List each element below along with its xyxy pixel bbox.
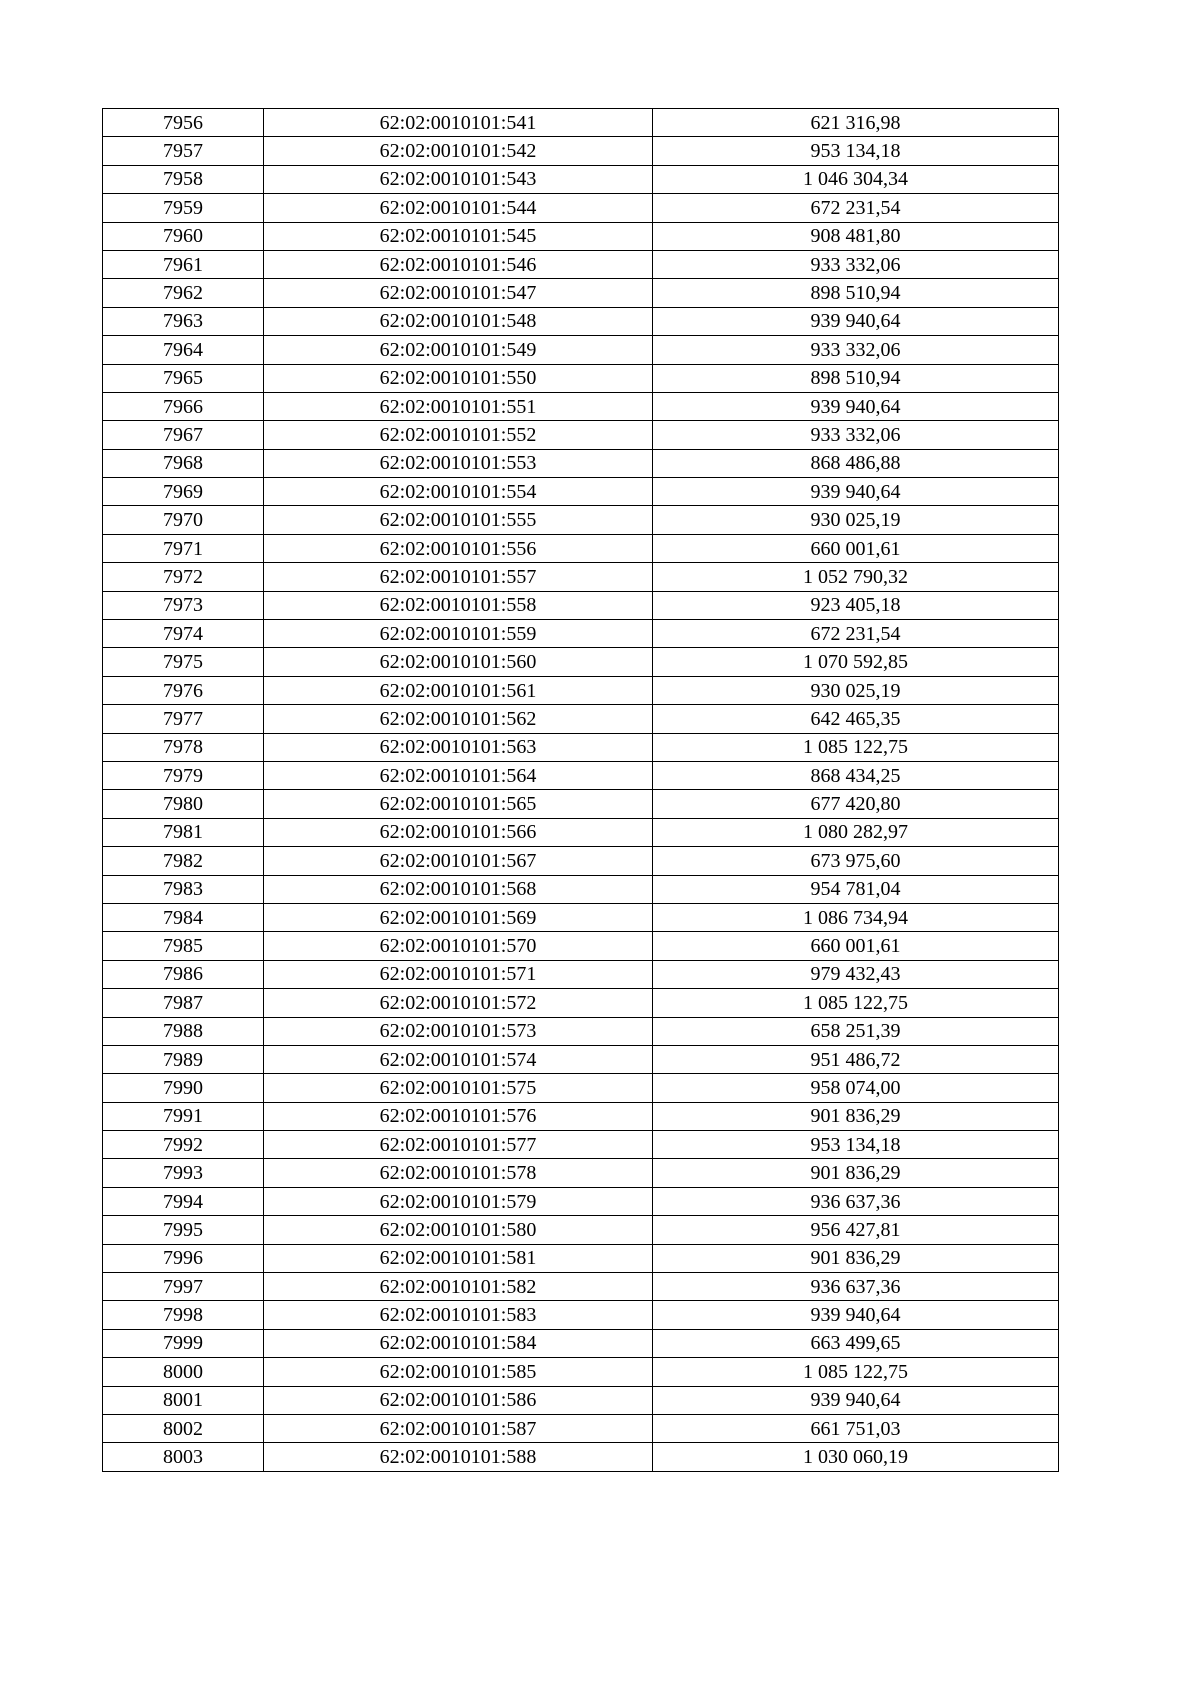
table-row xyxy=(103,960,1059,988)
row-number-cell: 8002 xyxy=(103,1414,264,1442)
row-number-cell: 7980 xyxy=(103,790,264,818)
cadastral-value-cell: 898 510,94 xyxy=(653,279,1059,307)
cadastral-value-cell: 660 001,61 xyxy=(653,534,1059,562)
table-row xyxy=(103,790,1059,818)
table-row xyxy=(103,222,1059,250)
cadastral-value-cell: 677 420,80 xyxy=(653,790,1059,818)
cadastral-number-cell: 62:02:0010101:567 xyxy=(264,847,653,875)
row-number-cell: 7968 xyxy=(103,449,264,477)
cadastral-value-cell: 1 030 060,19 xyxy=(653,1443,1059,1471)
row-number-cell: 7970 xyxy=(103,506,264,534)
cadastral-number-cell: 62:02:0010101:550 xyxy=(264,364,653,392)
table-row xyxy=(103,392,1059,420)
cadastral-value-cell: 923 405,18 xyxy=(653,591,1059,619)
table-row xyxy=(103,818,1059,846)
table-row xyxy=(103,1273,1059,1301)
cadastral-value-cell: 868 434,25 xyxy=(653,761,1059,789)
table-row xyxy=(103,137,1059,165)
cadastral-value-cell: 901 836,29 xyxy=(653,1159,1059,1187)
row-number-cell: 7986 xyxy=(103,960,264,988)
cadastral-value-cell: 930 025,19 xyxy=(653,676,1059,704)
cadastral-number-cell: 62:02:0010101:570 xyxy=(264,932,653,960)
table-row xyxy=(103,336,1059,364)
row-number-cell: 7956 xyxy=(103,109,264,137)
row-number-cell: 7995 xyxy=(103,1216,264,1244)
table-row xyxy=(103,1131,1059,1159)
cadastral-number-cell: 62:02:0010101:573 xyxy=(264,1017,653,1045)
table-row xyxy=(103,1443,1059,1471)
table-row xyxy=(103,1074,1059,1102)
table-row xyxy=(103,932,1059,960)
cadastral-value-cell: 658 251,39 xyxy=(653,1017,1059,1045)
cadastral-number-cell: 62:02:0010101:547 xyxy=(264,279,653,307)
cadastral-value-cell: 672 231,54 xyxy=(653,620,1059,648)
table-row xyxy=(103,875,1059,903)
cadastral-number-cell: 62:02:0010101:574 xyxy=(264,1045,653,1073)
table-row xyxy=(103,478,1059,506)
cadastral-number-cell: 62:02:0010101:563 xyxy=(264,733,653,761)
cadastral-value-cell: 672 231,54 xyxy=(653,194,1059,222)
table-row xyxy=(103,1102,1059,1130)
row-number-cell: 7990 xyxy=(103,1074,264,1102)
table-row xyxy=(103,506,1059,534)
row-number-cell: 7966 xyxy=(103,392,264,420)
cadastral-value-cell: 1 085 122,75 xyxy=(653,1358,1059,1386)
cadastral-number-cell: 62:02:0010101:571 xyxy=(264,960,653,988)
cadastral-number-cell: 62:02:0010101:554 xyxy=(264,478,653,506)
cadastral-number-cell: 62:02:0010101:586 xyxy=(264,1386,653,1414)
cadastral-value-cell: 958 074,00 xyxy=(653,1074,1059,1102)
cadastral-number-cell: 62:02:0010101:557 xyxy=(264,563,653,591)
cadastral-value-cell: 1 080 282,97 xyxy=(653,818,1059,846)
table-row xyxy=(103,1216,1059,1244)
cadastral-number-cell: 62:02:0010101:560 xyxy=(264,648,653,676)
cadastral-number-cell: 62:02:0010101:553 xyxy=(264,449,653,477)
cadastral-number-cell: 62:02:0010101:565 xyxy=(264,790,653,818)
row-number-cell: 7978 xyxy=(103,733,264,761)
table-row xyxy=(103,591,1059,619)
row-number-cell: 7993 xyxy=(103,1159,264,1187)
cadastral-value-cell: 953 134,18 xyxy=(653,137,1059,165)
table-row xyxy=(103,1358,1059,1386)
table-row xyxy=(103,165,1059,193)
cadastral-value-cell: 1 085 122,75 xyxy=(653,989,1059,1017)
cadastral-number-cell: 62:02:0010101:581 xyxy=(264,1244,653,1272)
row-number-cell: 7983 xyxy=(103,875,264,903)
row-number-cell: 7999 xyxy=(103,1329,264,1357)
cadastral-number-cell: 62:02:0010101:585 xyxy=(264,1358,653,1386)
cadastral-value-cell: 930 025,19 xyxy=(653,506,1059,534)
cadastral-value-cell: 660 001,61 xyxy=(653,932,1059,960)
table-row xyxy=(103,733,1059,761)
cadastral-number-cell: 62:02:0010101:578 xyxy=(264,1159,653,1187)
cadastral-number-cell: 62:02:0010101:561 xyxy=(264,676,653,704)
row-number-cell: 7997 xyxy=(103,1273,264,1301)
cadastral-number-cell: 62:02:0010101:577 xyxy=(264,1131,653,1159)
table-row xyxy=(103,989,1059,1017)
cadastral-number-cell: 62:02:0010101:583 xyxy=(264,1301,653,1329)
cadastral-number-cell: 62:02:0010101:548 xyxy=(264,307,653,335)
row-number-cell: 7991 xyxy=(103,1102,264,1130)
row-number-cell: 7984 xyxy=(103,903,264,931)
cadastral-number-cell: 62:02:0010101:587 xyxy=(264,1414,653,1442)
cadastral-number-cell: 62:02:0010101:582 xyxy=(264,1273,653,1301)
table-row xyxy=(103,1017,1059,1045)
row-number-cell: 7982 xyxy=(103,847,264,875)
cadastral-value-cell: 901 836,29 xyxy=(653,1102,1059,1130)
table-row xyxy=(103,1414,1059,1442)
table-row xyxy=(103,1244,1059,1272)
row-number-cell: 8003 xyxy=(103,1443,264,1471)
table-row xyxy=(103,1329,1059,1357)
table-row xyxy=(103,449,1059,477)
row-number-cell: 7996 xyxy=(103,1244,264,1272)
table-row xyxy=(103,563,1059,591)
table-body xyxy=(103,109,1059,1472)
cadastral-number-cell: 62:02:0010101:569 xyxy=(264,903,653,931)
cadastral-number-cell: 62:02:0010101:584 xyxy=(264,1329,653,1357)
cadastral-number-cell: 62:02:0010101:549 xyxy=(264,336,653,364)
row-number-cell: 7961 xyxy=(103,250,264,278)
cadastral-value-cell: 933 332,06 xyxy=(653,421,1059,449)
cadastral-number-cell: 62:02:0010101:544 xyxy=(264,194,653,222)
cadastral-number-cell: 62:02:0010101:552 xyxy=(264,421,653,449)
cadastral-number-cell: 62:02:0010101:541 xyxy=(264,109,653,137)
cadastral-value-cell: 939 940,64 xyxy=(653,1386,1059,1414)
table-row xyxy=(103,1301,1059,1329)
row-number-cell: 7962 xyxy=(103,279,264,307)
table-row xyxy=(103,676,1059,704)
cadastral-number-cell: 62:02:0010101:575 xyxy=(264,1074,653,1102)
table-row xyxy=(103,1386,1059,1414)
row-number-cell: 7960 xyxy=(103,222,264,250)
table-row xyxy=(103,279,1059,307)
row-number-cell: 7975 xyxy=(103,648,264,676)
cadastral-value-cell: 933 332,06 xyxy=(653,336,1059,364)
row-number-cell: 7973 xyxy=(103,591,264,619)
cadastral-value-cell: 908 481,80 xyxy=(653,222,1059,250)
cadastral-number-cell: 62:02:0010101:564 xyxy=(264,761,653,789)
row-number-cell: 7989 xyxy=(103,1045,264,1073)
cadastral-value-cell: 673 975,60 xyxy=(653,847,1059,875)
cadastral-value-cell: 939 940,64 xyxy=(653,1301,1059,1329)
cadastral-number-cell: 62:02:0010101:559 xyxy=(264,620,653,648)
cadastral-value-cell: 642 465,35 xyxy=(653,705,1059,733)
cadastral-number-cell: 62:02:0010101:556 xyxy=(264,534,653,562)
table-row xyxy=(103,705,1059,733)
cadastral-number-cell: 62:02:0010101:551 xyxy=(264,392,653,420)
table-row xyxy=(103,307,1059,335)
cadastral-value-cell: 868 486,88 xyxy=(653,449,1059,477)
row-number-cell: 7976 xyxy=(103,676,264,704)
cadastral-value-cell: 898 510,94 xyxy=(653,364,1059,392)
cadastral-value-cell: 1 070 592,85 xyxy=(653,648,1059,676)
cadastral-value-cell: 1 052 790,32 xyxy=(653,563,1059,591)
cadastral-value-cell: 1 086 734,94 xyxy=(653,903,1059,931)
cadastral-value-table xyxy=(102,108,1059,1472)
cadastral-number-cell: 62:02:0010101:572 xyxy=(264,989,653,1017)
table-row xyxy=(103,847,1059,875)
cadastral-value-cell: 954 781,04 xyxy=(653,875,1059,903)
table-row xyxy=(103,250,1059,278)
table-row xyxy=(103,1187,1059,1215)
row-number-cell: 8001 xyxy=(103,1386,264,1414)
cadastral-number-cell: 62:02:0010101:546 xyxy=(264,250,653,278)
row-number-cell: 7998 xyxy=(103,1301,264,1329)
table-row xyxy=(103,194,1059,222)
row-number-cell: 7972 xyxy=(103,563,264,591)
row-number-cell: 8000 xyxy=(103,1358,264,1386)
cadastral-number-cell: 62:02:0010101:543 xyxy=(264,165,653,193)
row-number-cell: 7958 xyxy=(103,165,264,193)
cadastral-value-cell: 901 836,29 xyxy=(653,1244,1059,1272)
cadastral-value-cell: 661 751,03 xyxy=(653,1414,1059,1442)
cadastral-number-cell: 62:02:0010101:555 xyxy=(264,506,653,534)
table-row xyxy=(103,1045,1059,1073)
row-number-cell: 7957 xyxy=(103,137,264,165)
row-number-cell: 7963 xyxy=(103,307,264,335)
row-number-cell: 7987 xyxy=(103,989,264,1017)
cadastral-value-cell: 939 940,64 xyxy=(653,478,1059,506)
cadastral-value-cell: 939 940,64 xyxy=(653,307,1059,335)
cadastral-value-cell: 953 134,18 xyxy=(653,1131,1059,1159)
row-number-cell: 7974 xyxy=(103,620,264,648)
cadastral-value-cell: 951 486,72 xyxy=(653,1045,1059,1073)
cadastral-value-cell: 936 637,36 xyxy=(653,1273,1059,1301)
table-row xyxy=(103,421,1059,449)
row-number-cell: 7979 xyxy=(103,761,264,789)
cadastral-number-cell: 62:02:0010101:576 xyxy=(264,1102,653,1130)
table-row xyxy=(103,903,1059,931)
row-number-cell: 7967 xyxy=(103,421,264,449)
cadastral-value-cell: 979 432,43 xyxy=(653,960,1059,988)
table-row xyxy=(103,534,1059,562)
row-number-cell: 7965 xyxy=(103,364,264,392)
cadastral-value-cell: 933 332,06 xyxy=(653,250,1059,278)
cadastral-number-cell: 62:02:0010101:580 xyxy=(264,1216,653,1244)
row-number-cell: 7992 xyxy=(103,1131,264,1159)
cadastral-value-cell: 1 046 304,34 xyxy=(653,165,1059,193)
cadastral-number-cell: 62:02:0010101:562 xyxy=(264,705,653,733)
cadastral-number-cell: 62:02:0010101:568 xyxy=(264,875,653,903)
cadastral-number-cell: 62:02:0010101:588 xyxy=(264,1443,653,1471)
row-number-cell: 7977 xyxy=(103,705,264,733)
cadastral-value-cell: 1 085 122,75 xyxy=(653,733,1059,761)
cadastral-number-cell: 62:02:0010101:558 xyxy=(264,591,653,619)
table-row xyxy=(103,109,1059,137)
row-number-cell: 7981 xyxy=(103,818,264,846)
cadastral-number-cell: 62:02:0010101:542 xyxy=(264,137,653,165)
table-row xyxy=(103,364,1059,392)
cadastral-value-cell: 663 499,65 xyxy=(653,1329,1059,1357)
cadastral-value-cell: 956 427,81 xyxy=(653,1216,1059,1244)
row-number-cell: 7969 xyxy=(103,478,264,506)
table-row xyxy=(103,761,1059,789)
cadastral-number-cell: 62:02:0010101:579 xyxy=(264,1187,653,1215)
row-number-cell: 7959 xyxy=(103,194,264,222)
row-number-cell: 7964 xyxy=(103,336,264,364)
cadastral-value-cell: 939 940,64 xyxy=(653,392,1059,420)
row-number-cell: 7971 xyxy=(103,534,264,562)
cadastral-value-cell: 936 637,36 xyxy=(653,1187,1059,1215)
cadastral-value-cell: 621 316,98 xyxy=(653,109,1059,137)
row-number-cell: 7988 xyxy=(103,1017,264,1045)
cadastral-number-cell: 62:02:0010101:566 xyxy=(264,818,653,846)
row-number-cell: 7985 xyxy=(103,932,264,960)
table-row xyxy=(103,648,1059,676)
cadastral-number-cell: 62:02:0010101:545 xyxy=(264,222,653,250)
row-number-cell: 7994 xyxy=(103,1187,264,1215)
table-row xyxy=(103,1159,1059,1187)
table-row xyxy=(103,620,1059,648)
